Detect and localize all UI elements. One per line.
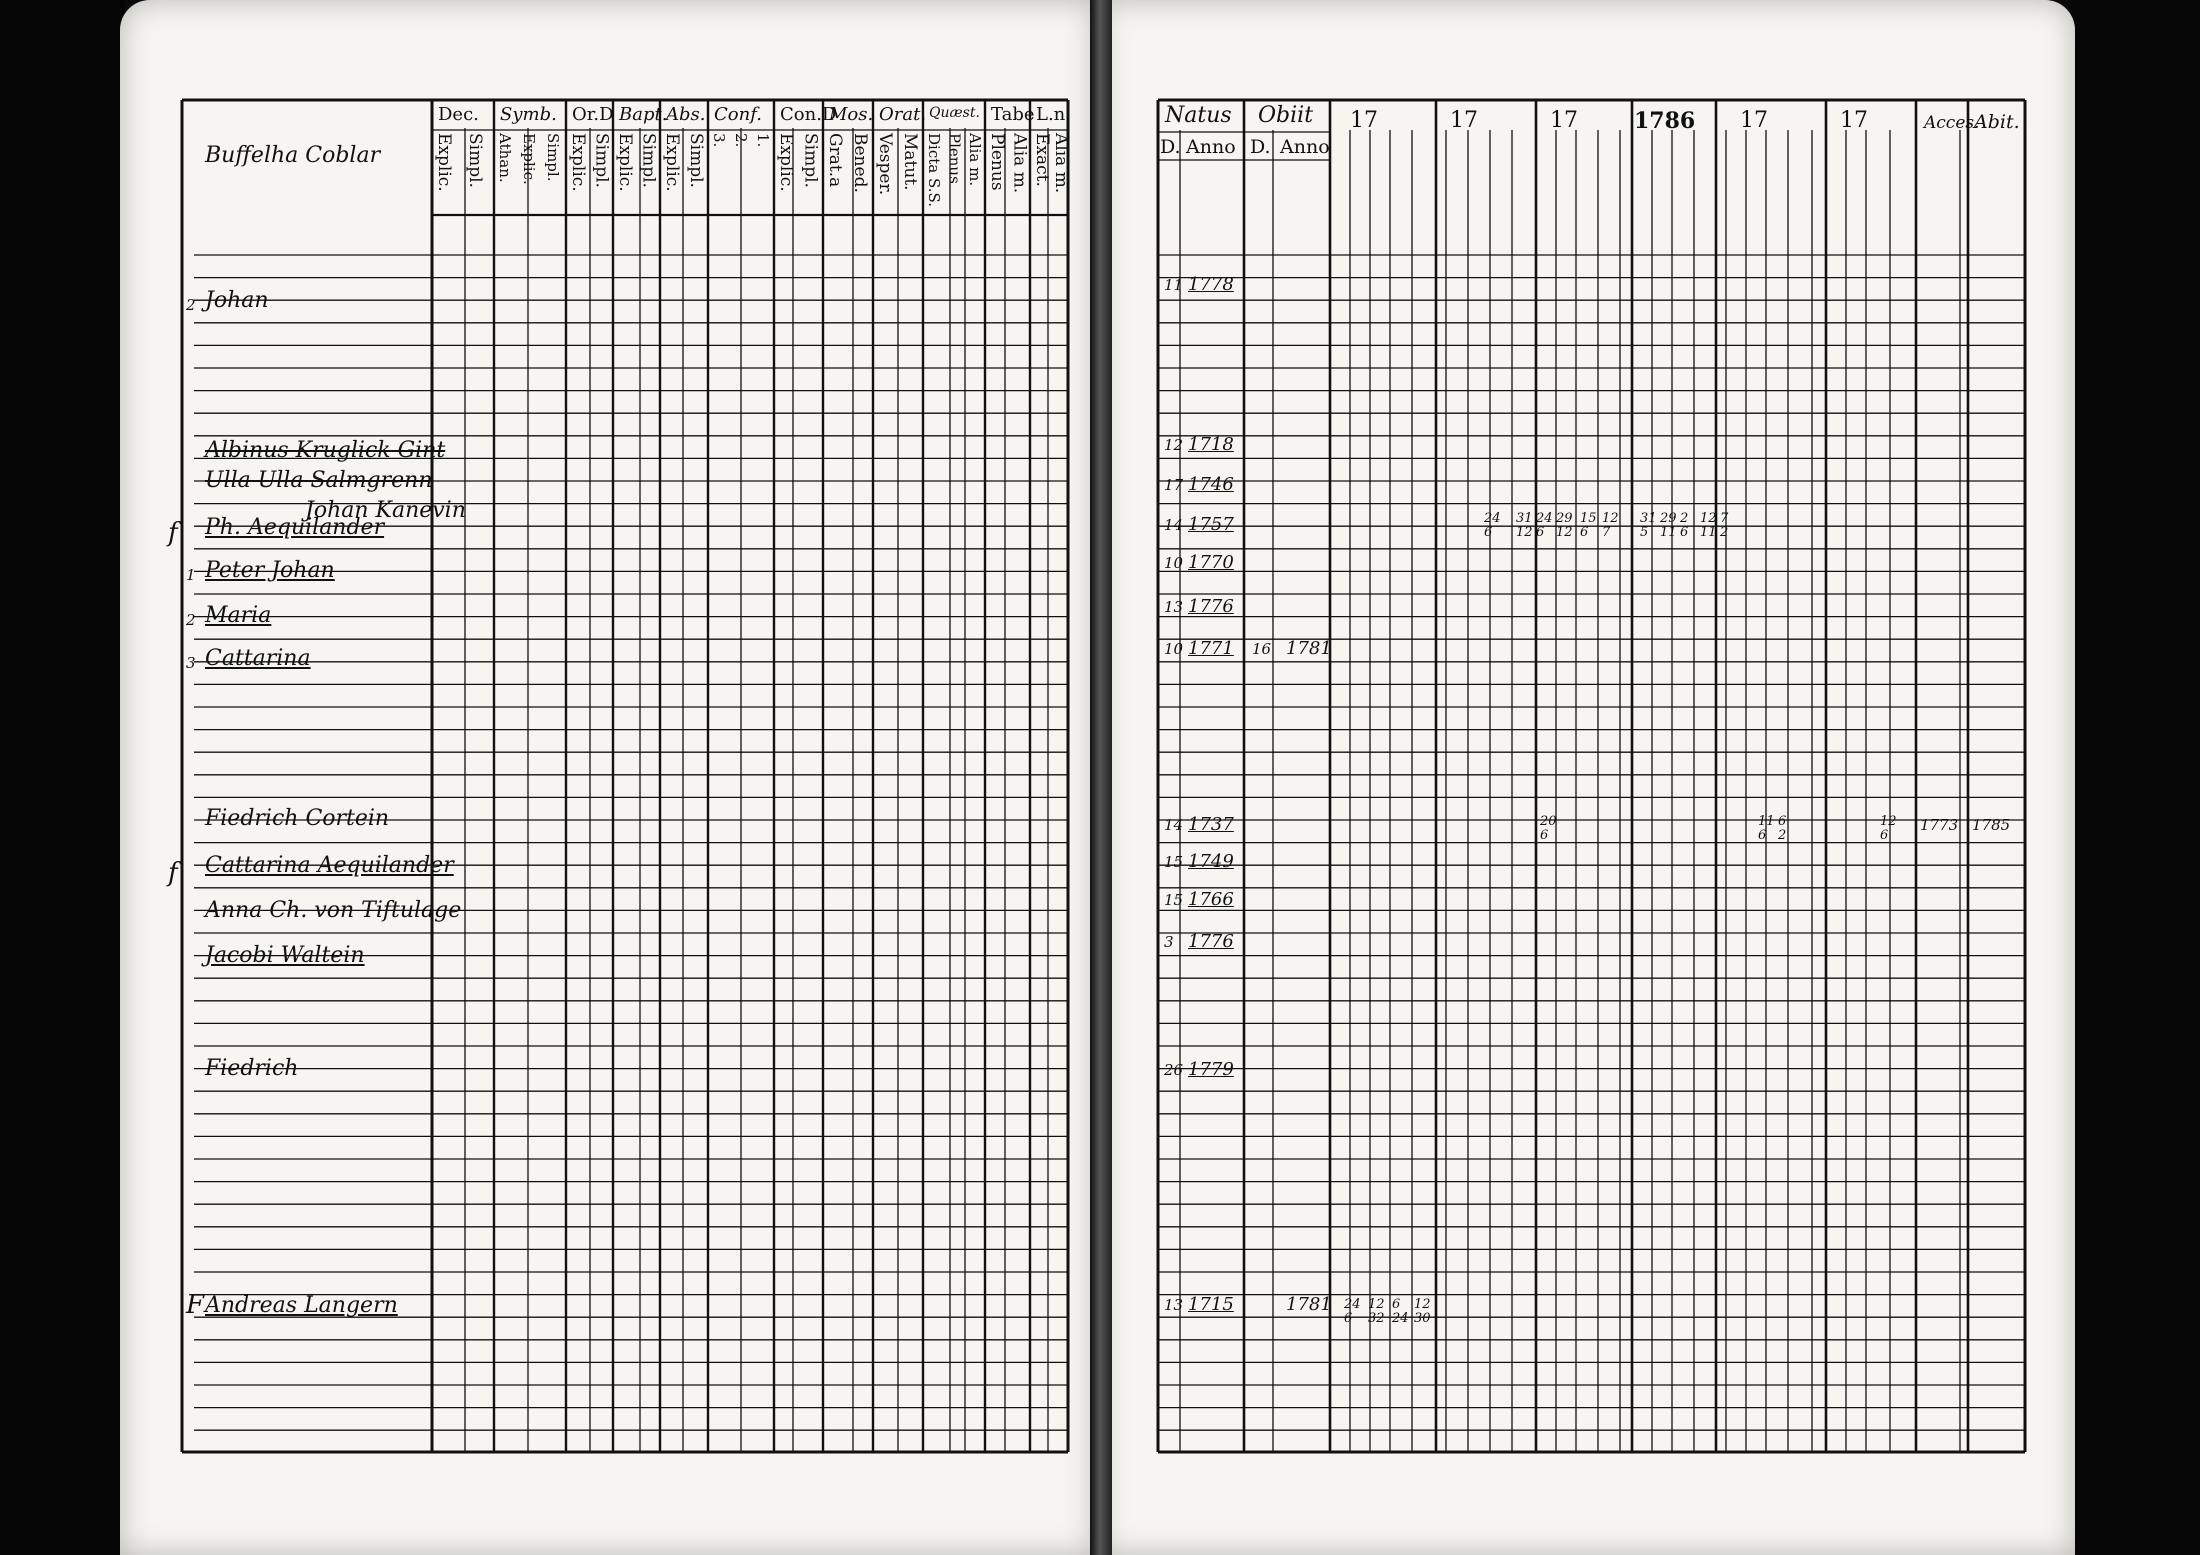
accessit-year: 1773 [1920, 816, 1959, 834]
natus-day: 13 [1164, 598, 1184, 616]
exam-mark: 12 6 [1880, 814, 1897, 844]
entry-name: Andreas Langern [205, 1293, 398, 1318]
entry-name: Johan [205, 288, 269, 313]
natus-anno: 1779 [1188, 1059, 1234, 1080]
exam-mark: 29 12 [1556, 511, 1573, 541]
header-sub-8-0: Vesper. [874, 133, 895, 196]
header-year-6: 17 [1840, 108, 1868, 133]
exam-mark: 12 30 [1414, 1297, 1431, 1327]
entry-number: 2 [186, 611, 196, 629]
header-sub-6-0: Explic. [775, 133, 796, 192]
header-sub-0-1: Simpl. [464, 133, 485, 188]
header-group-1: Symb. [500, 104, 557, 125]
natus-day: 15 [1164, 891, 1184, 909]
header-sub-9-2: Alia m. [966, 133, 985, 187]
entry-name: Fiedrich Cortein [205, 806, 390, 831]
natus-day: 3 [1164, 933, 1174, 951]
header-sub-5-0: 3. [709, 133, 728, 148]
natus-day: 14 [1164, 516, 1184, 534]
entry-number: 2 [186, 296, 196, 314]
header-group-3: Bapt. [619, 104, 668, 125]
header-group-11: L.n. [1036, 104, 1071, 125]
natus-day: 10 [1164, 554, 1184, 572]
header-sub-11-1: Alia m. [1050, 133, 1071, 194]
entry-name: Ph. Aequilander [205, 515, 385, 540]
header-group-9: Quæst. [929, 105, 980, 121]
entry-number: 1 [186, 566, 196, 584]
header-sub-4-0: Explic. [661, 133, 682, 192]
header-year-2: 17 [1450, 108, 1478, 133]
header-group-0: Dec. [438, 104, 479, 125]
header-sub-4-1: Simpl. [685, 133, 706, 188]
header-sub-11-0: Exact. [1031, 133, 1052, 187]
entry-name: Buffelha Coblar [205, 143, 381, 168]
exam-mark: 12 11 [1700, 511, 1717, 541]
obiit-day: 16 [1252, 640, 1272, 658]
header-obiit-day: D. [1250, 136, 1271, 158]
entry-number: 3 [186, 654, 196, 672]
header-group-7: Mos. [829, 104, 874, 125]
header-sub-1-2: Simpl. [543, 133, 562, 182]
entry-name: Cattarina Aequilander [205, 853, 454, 878]
header-sub-2-1: Simpl. [591, 133, 612, 188]
entry-name: Cattarina [205, 646, 311, 671]
exam-mark: 31 5 [1640, 511, 1657, 541]
header-sub-1-0: Athan. [495, 133, 514, 183]
header-accessit: Acces. [1924, 113, 1980, 133]
header-group-6: Con.D [780, 104, 837, 125]
exam-mark: 11 6 [1758, 814, 1775, 844]
exam-mark: 6 24 [1392, 1297, 1409, 1327]
header-sub-5-2: 1. [753, 133, 772, 148]
margin-mark: f [168, 518, 178, 548]
header-sub-5-1: 2. [731, 133, 750, 148]
exam-mark: 29 11 [1660, 511, 1677, 541]
natus-day: 11 [1164, 276, 1184, 294]
entry-name: Maria [205, 603, 272, 628]
header-group-5: Conf. [714, 104, 762, 125]
exam-mark: 12 32 [1368, 1297, 1385, 1327]
header-obiit-anno: Anno [1280, 136, 1330, 158]
natus-day: 26 [1164, 1061, 1184, 1079]
natus-anno: 1776 [1188, 596, 1234, 617]
entry-name: Peter Johan [205, 558, 335, 583]
header-sub-7-1: Bened. [849, 133, 870, 193]
exam-mark: 31 12 [1516, 511, 1533, 541]
entry-name: Johan Kanevin [305, 498, 466, 523]
natus-anno: 1776 [1188, 931, 1234, 952]
header-obiit: Obiit [1258, 103, 1314, 128]
exam-mark: 24 6 [1484, 511, 1501, 541]
exam-mark: 15 6 [1580, 511, 1597, 541]
natus-anno: 1757 [1188, 514, 1234, 535]
header-group-8: Orat. [879, 104, 927, 125]
header-natus-anno: Anno [1186, 136, 1236, 158]
header-sub-2-0: Explic. [567, 133, 588, 192]
entry-name: Ulla Ulla Salmgrenn [205, 468, 433, 493]
header-sub-10-1: Alia m. [1009, 133, 1030, 194]
header-sub-3-0: Explic. [614, 133, 635, 192]
natus-anno: 1737 [1188, 814, 1234, 835]
header-sub-1-1: Explic. [519, 133, 538, 185]
entry-name: Jacobi Waltein [205, 943, 365, 968]
natus-anno: 1746 [1188, 474, 1234, 495]
natus-anno: 1770 [1188, 552, 1234, 573]
natus-day: 14 [1164, 816, 1184, 834]
header-year-5: 17 [1740, 108, 1768, 133]
entry-name: Albinus Kruglick Gint [205, 438, 446, 463]
natus-anno: 1749 [1188, 851, 1234, 872]
exam-mark: 12 7 [1602, 511, 1619, 541]
margin-mark: F [186, 1290, 205, 1320]
header-year-4: 1786 [1634, 108, 1696, 134]
natus-day: 10 [1164, 640, 1184, 658]
natus-anno: 1718 [1188, 434, 1234, 455]
abiit-year: 1785 [1972, 816, 2011, 834]
obiit-anno: 1781 [1286, 1294, 1332, 1315]
header-group-4: Abs. [666, 104, 706, 125]
exam-mark: 24 6 [1536, 511, 1553, 541]
header-abiit: Abit. [1974, 111, 2020, 133]
exam-mark: 6 2 [1778, 814, 1787, 844]
natus-day: 15 [1164, 853, 1184, 871]
natus-day: 12 [1164, 436, 1184, 454]
exam-mark: 20 6 [1540, 814, 1557, 844]
natus-anno: 1715 [1188, 1294, 1234, 1315]
header-sub-10-0: Plenus [986, 133, 1007, 191]
natus-anno: 1766 [1188, 889, 1234, 910]
header-natus-day: D. [1160, 136, 1181, 158]
margin-mark: f [168, 858, 178, 888]
header-group-2: Or.D [572, 104, 614, 125]
entry-name: Fiedrich [205, 1056, 299, 1081]
header-sub-9-0: Dicta S.S. [924, 133, 943, 207]
entry-name: Anna Ch. von Tiftulage [205, 898, 462, 923]
header-year-1: 17 [1350, 108, 1378, 133]
header-group-10: Tabe [991, 104, 1035, 125]
natus-anno: 1771 [1188, 638, 1234, 659]
exam-mark: 7 2 [1720, 511, 1729, 541]
header-sub-6-1: Simpl. [800, 133, 821, 188]
exam-mark: 2 6 [1680, 511, 1689, 541]
natus-anno: 1778 [1188, 274, 1234, 295]
header-sub-7-0: Grat.a [824, 133, 845, 188]
obiit-anno: 1781 [1286, 638, 1332, 659]
header-sub-3-1: Simpl. [638, 133, 659, 188]
header-sub-0-0: Explic. [433, 133, 454, 192]
header-sub-8-1: Matut. [899, 133, 920, 191]
natus-day: 17 [1164, 476, 1184, 494]
header-natus: Natus [1165, 103, 1232, 128]
exam-mark: 24 6 [1344, 1297, 1361, 1327]
header-sub-9-1: Plenus [945, 133, 964, 184]
natus-day: 13 [1164, 1296, 1184, 1314]
header-year-3: 17 [1550, 108, 1578, 133]
